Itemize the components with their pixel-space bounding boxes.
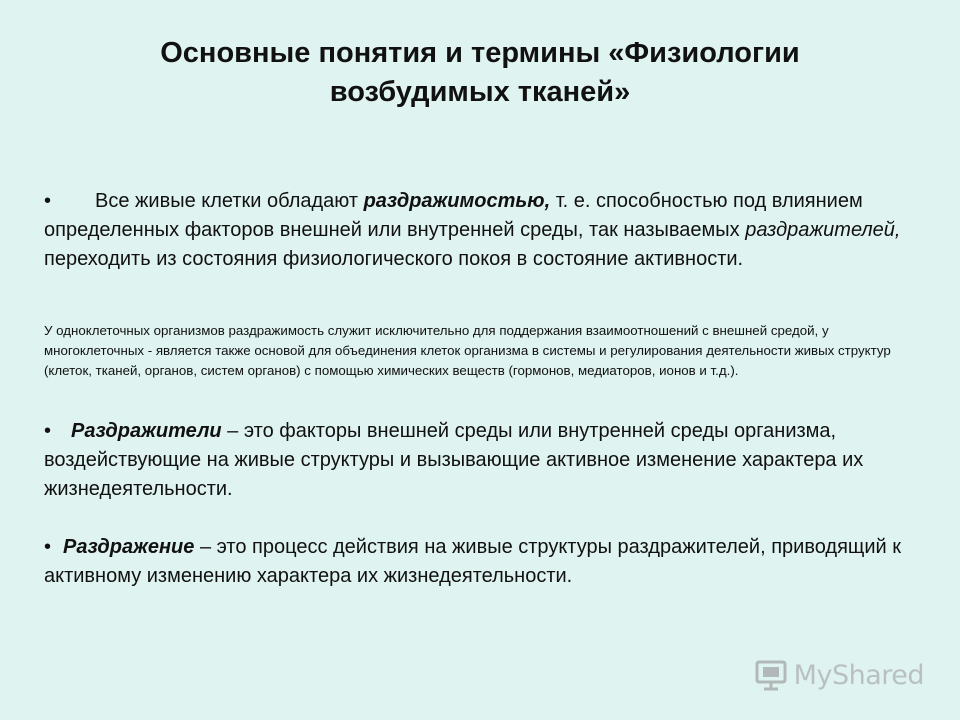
- paragraph1-after-term: т. е. способностью под влиянием определенных факторов внешней или внутренней среды, так называемых: [44, 190, 863, 241]
- watermark: [754, 658, 924, 692]
- slide-title: [80, 34, 880, 112]
- paragraph3-rest: – это процесс действия на живые структуры раздражителей, приводящий к активному изменению характера их жизнедеятельности.: [44, 536, 902, 587]
- term-stimuli: Раздражители: [71, 420, 222, 442]
- bullet: •: [44, 420, 52, 442]
- term-irritation: Раздражение: [63, 536, 195, 558]
- term-stimuli-italic: раздражителей,: [745, 219, 901, 241]
- paragraph-irritation: [44, 533, 924, 591]
- paragraph1-rest: переходить из состояния физиологического покоя в состояние активности.: [44, 248, 744, 270]
- watermark-text: MyShared: [793, 659, 924, 691]
- term-irritability: раздражимостью,: [363, 190, 551, 212]
- title-line-1: Основные понятия и термины «Физиологии: [160, 37, 800, 69]
- bullet: •: [44, 190, 52, 212]
- paragraph-stimuli: [44, 417, 924, 504]
- bullet: •: [44, 536, 52, 558]
- paragraph1-lead: Все живые клетки обладают: [95, 190, 364, 212]
- presentation-board-icon: [754, 658, 788, 692]
- title-line-2: возбудимых тканей»: [329, 76, 631, 108]
- note-paragraph: У одноклеточных организмов раздражимость служит исключительно для поддержания взаимоотношений с внешней средой, у многоклеточных - является также основой для объединения клеток организма в системы и регулирования деятельности живых структур (клеток, тканей, органов, систем органов) с помощью химических веществ (гормонов, медиаторов, ионов и т.д.).: [44, 323, 891, 378]
- paragraph2-rest: – это факторы внешней среды или внутренней среды организма, воздействующие на живые структуры и вызывающие активное изменение характера их жизнедеятельности.: [44, 420, 864, 500]
- paragraph-irritability: [44, 187, 924, 274]
